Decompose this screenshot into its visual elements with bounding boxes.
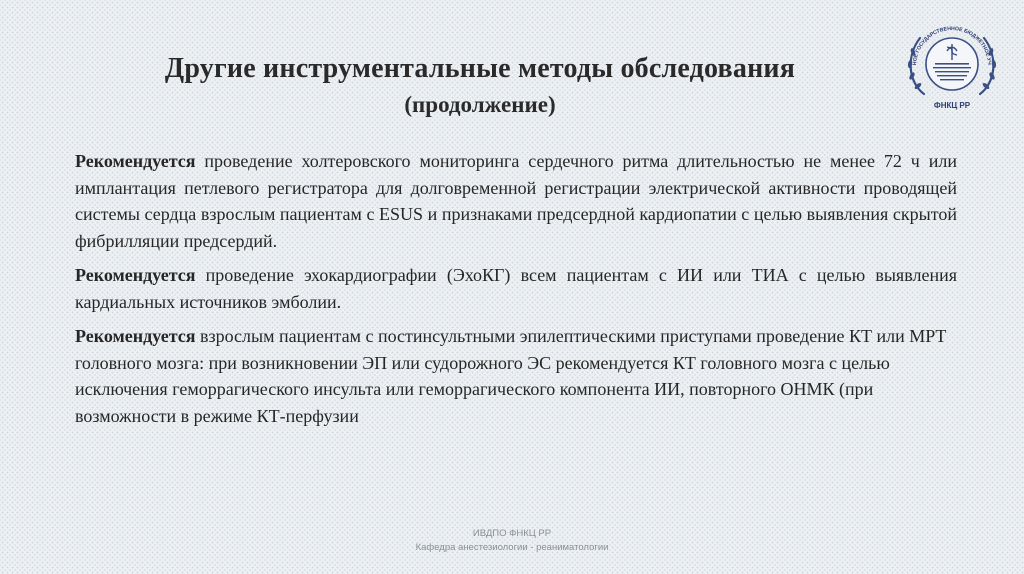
footer-institution: ИВДПО ФНКЦ РР: [472, 528, 552, 539]
recommendation-paragraph-3: [75, 323, 957, 429]
recommendation-text: взрослым пациентам с постинсультными эпилептическими приступами проведение КТ или МРТ головного мозга: при возникновении ЭП или судорожного ЭС рекомендуется КТ головного мозга с целью исключения геморрагического инсульта или геморрагического компонента ИИ, повторного ОНМК (при возможности в режиме КТ-перфузии: [75, 326, 947, 426]
title-block: [100, 52, 860, 120]
slide-subtitle: (продолжение): [404, 92, 556, 117]
recommendation-paragraph-2: [75, 262, 957, 315]
recommendation-keyword: Рекомендуется: [75, 151, 196, 171]
slide-content: [75, 148, 957, 437]
recommendation-text: проведение эхокардиографии (ЭхоКГ) всем пациентам с ИИ или ТИА с целью выявления кардиальных источников эмболии.: [75, 265, 957, 312]
footer-department: Кафедра анестезиологии - реаниматологии: [415, 542, 609, 553]
institution-logo: [902, 16, 1002, 112]
recommendation-keyword: Рекомендуется: [75, 265, 196, 285]
recommendation-paragraph-1: [75, 148, 957, 254]
svg-text:ФЕДЕРАЛЬНОЕ ГОСУДАРСТВЕННОЕ БЮ: НОЕ ГОСУДАРСТВЕННОЕ БЮДЖЕТНОЕ УЧ: [911, 25, 993, 66]
institution-seal-icon: [902, 16, 1002, 112]
slide-footer: [392, 527, 632, 555]
recommendation-text: проведение холтеровского мониторинга сердечного ритма длительностью не менее 72 ч или имплантация петлевого регистратора для долговременной регистрации электрической активности проводящей системы сердца взрослым пациентам с ESUS и признаками предсердной кардиопатии с целью выявления скрытой фибрилляции предсердий.: [75, 151, 957, 251]
svg-text:ФНКЦ РР: ФНКЦ РР: [933, 101, 971, 110]
slide-title: Другие инструментальные методы обследования: [164, 53, 796, 84]
recommendation-keyword: Рекомендуется: [75, 326, 196, 346]
